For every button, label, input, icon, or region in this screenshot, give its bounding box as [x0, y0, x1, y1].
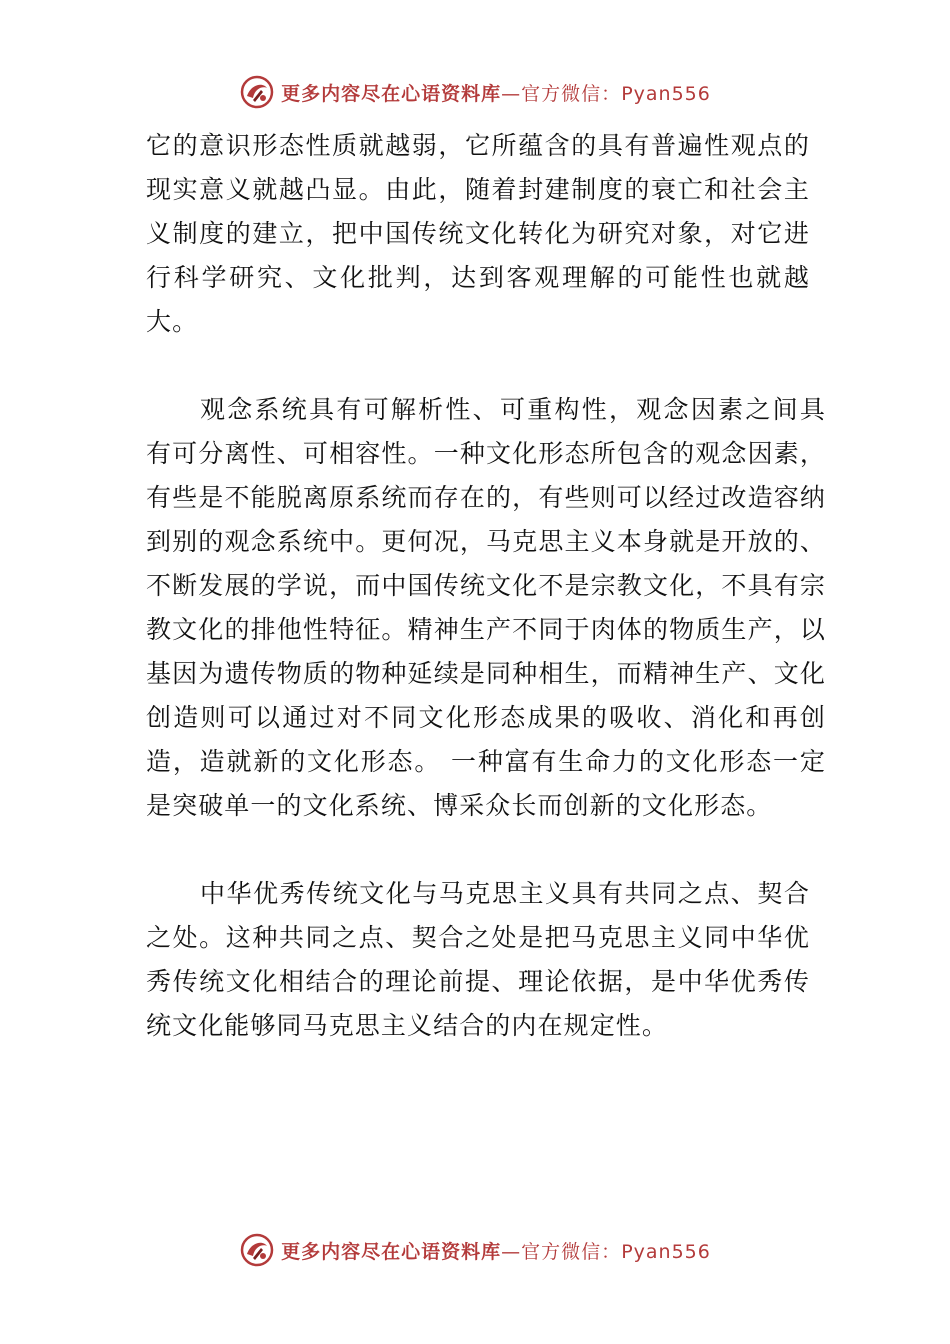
- paragraph-2: 观念系统具有可解析性、可重构性，观念因素之间具有可分离性、可相容性。一种文化形态所包含的观念因素，有些是不能脱离原系统而存在的，有些则可以经过改造容纳到别的观念系统中。更何况，马克思主义本身就是开放的、不断发展的学说，而中国传统文化不是宗教文化，不具有宗教文化的排他性特征。精神生产不同于肉体的物质生产，以基因为遗传物质的物种延续是同种相生，而精神生产、文化创造则可以通过对不同文化形态成果的吸收、消化和再创造，造就新的文化形态。 一种富有生命力的文化形态一定是突破单一的文化系统、博采众长而创新的文化形态。: [146, 395, 826, 820]
- footer-wechat-label: 官方微信：: [521, 1240, 622, 1263]
- header-brand-text: 更多内容尽在心语资料库: [281, 82, 502, 105]
- paragraph-1: 它的意识形态性质就越弱，它所蕴含的具有普遍性观点的现实意义就越凸显。由此，随着封建制度的衰亡和社会主义制度的建立，把中国传统文化转化为研究对象，对它进行科学研究、文化批判，达到客观理解的可能性也就越大。: [146, 131, 810, 336]
- footer-wechat-id: Pyan556: [621, 1240, 711, 1263]
- footer-brand-text: 更多内容尽在心语资料库: [281, 1240, 502, 1263]
- header-watermark-banner: [0, 72, 950, 112]
- brand-logo-icon: [239, 74, 275, 110]
- header-watermark-text: [281, 79, 711, 106]
- header-wechat-label: 官方微信：: [521, 82, 622, 105]
- paragraph-3: 中华优秀传统文化与马克思主义具有共同之点、契合之处。这种共同之点、契合之处是把马克思主义同中华优秀传统文化相结合的理论前提、理论依据，是中华优秀传统文化能够同马克思主义结合的内在规定性。: [146, 879, 810, 1040]
- footer-watermark-text: [281, 1237, 711, 1264]
- document-body: [146, 124, 836, 1048]
- footer-watermark-banner: [0, 1230, 950, 1270]
- header-separator: —: [501, 82, 522, 105]
- brand-logo-icon: [239, 1232, 275, 1268]
- header-wechat-id: Pyan556: [621, 82, 711, 105]
- footer-separator: —: [501, 1240, 522, 1263]
